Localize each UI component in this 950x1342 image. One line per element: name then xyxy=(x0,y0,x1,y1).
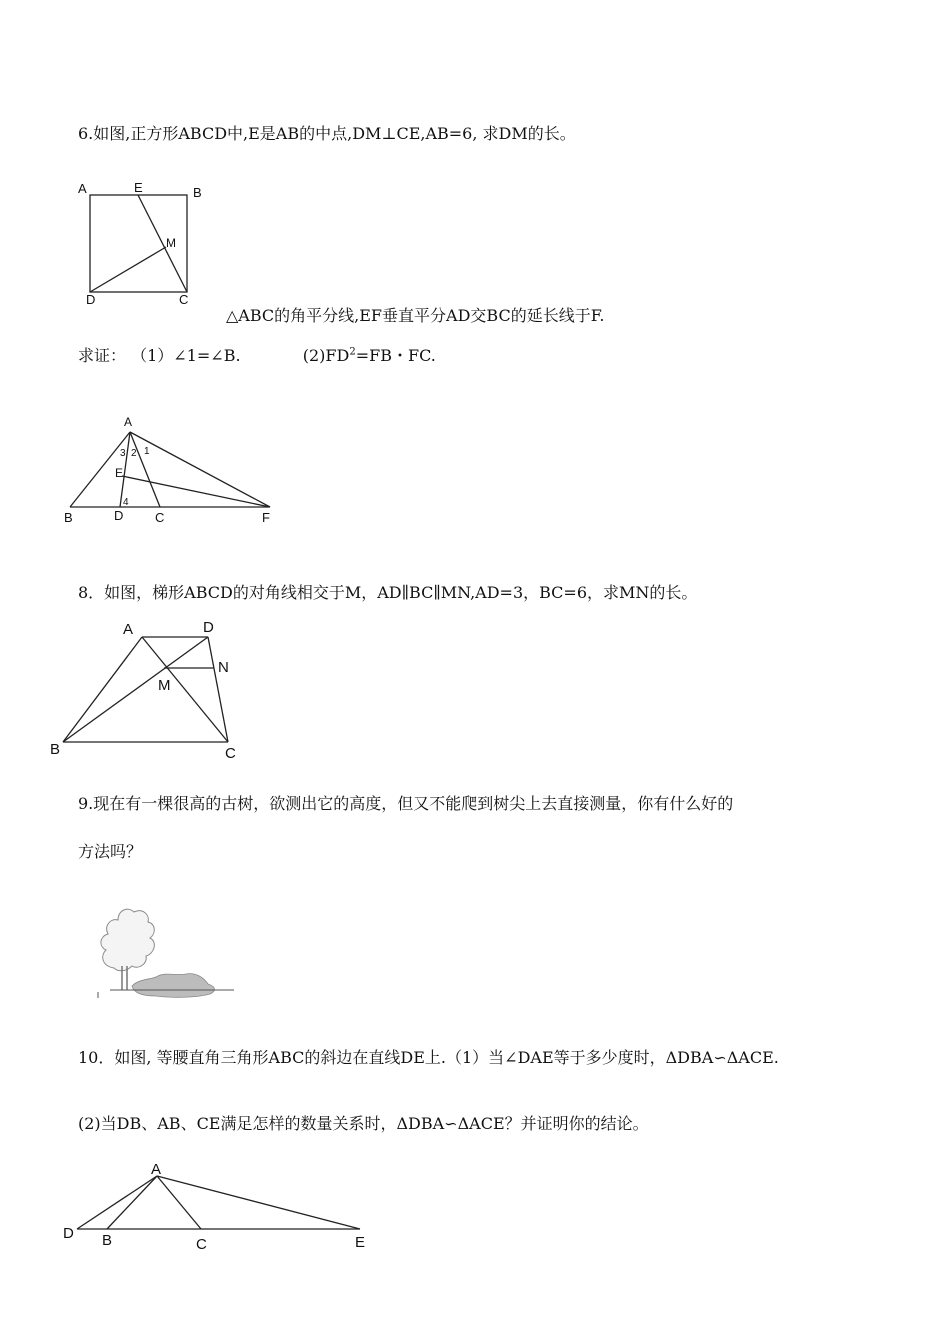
label-B: B xyxy=(193,185,202,200)
label-E: E xyxy=(134,180,143,195)
proof-part-2: $(2)FD^2=FB$・FC. xyxy=(302,346,436,365)
label-C: C xyxy=(179,292,189,307)
question-7-statement: △ABC的角平分线,EF垂直平分AD交BC的延长线于F. xyxy=(226,306,605,325)
question-9-line-2: 方法吗？ xyxy=(78,842,143,861)
isosceles-triangle-figure xyxy=(55,1158,385,1258)
label-E: E xyxy=(115,466,124,480)
angle-4-label: 4 xyxy=(123,497,129,508)
question-9-line-1: 9.现在有一棵很高的古树，欲测出它的高度，但又不能爬到树尖上去直接测量，你有什么好的 xyxy=(78,794,734,813)
label-B: B xyxy=(64,510,73,525)
label-D: D xyxy=(114,508,124,523)
angle-2-label: 2 xyxy=(131,448,137,459)
question-7-proof xyxy=(78,346,436,366)
label-A: A xyxy=(124,415,133,429)
angle-1-label: 1 xyxy=(144,446,150,457)
label-E: E xyxy=(355,1234,366,1251)
question-8-text: 8．如图，梯形ABCD的对角线相交于M，AD∥BC∥MN,AD=3，BC=6，求MN的长。 xyxy=(78,583,698,602)
question-10-line-1: 10．如图, 等腰直角三角形ABC的斜边在直线DE上.（1）当∠DAE等于多少度时，ΔDBA∽ΔACE. xyxy=(78,1048,779,1067)
proof-label: 求证： xyxy=(78,346,127,365)
tree-shadow-image xyxy=(92,900,242,1005)
trapezoid-figure xyxy=(45,612,255,762)
proof-part-1: （1）∠1=∠B. xyxy=(131,346,241,365)
angle-3-label: 3 xyxy=(120,448,126,459)
label-A: A xyxy=(123,621,134,638)
label-F: F xyxy=(262,510,270,525)
triangle-bisector-figure xyxy=(58,410,288,530)
label-A: A xyxy=(78,181,87,196)
label-M: M xyxy=(166,236,176,250)
label-B: B xyxy=(102,1232,113,1249)
label-C: C xyxy=(196,1236,207,1253)
square-figure xyxy=(70,175,220,310)
label-D: D xyxy=(63,1225,74,1242)
label-C: C xyxy=(155,510,165,525)
label-C: C xyxy=(225,745,236,762)
label-B: B xyxy=(50,741,61,758)
question-7-text xyxy=(226,306,604,326)
label-N: N xyxy=(218,659,229,676)
label-D: D xyxy=(203,619,214,636)
label-D: D xyxy=(86,292,96,307)
question-6-text: 6.如图,正方形ABCD中,E是AB的中点,DM⊥CE,AB=6, 求DM的长。 xyxy=(78,124,576,143)
question-10-line-2: (2)当DB、AB、CE满足怎样的数量关系时，ΔDBA∽ΔACE？并证明你的结论。 xyxy=(78,1114,649,1133)
label-M: M xyxy=(158,677,171,694)
label-A: A xyxy=(151,1161,162,1178)
